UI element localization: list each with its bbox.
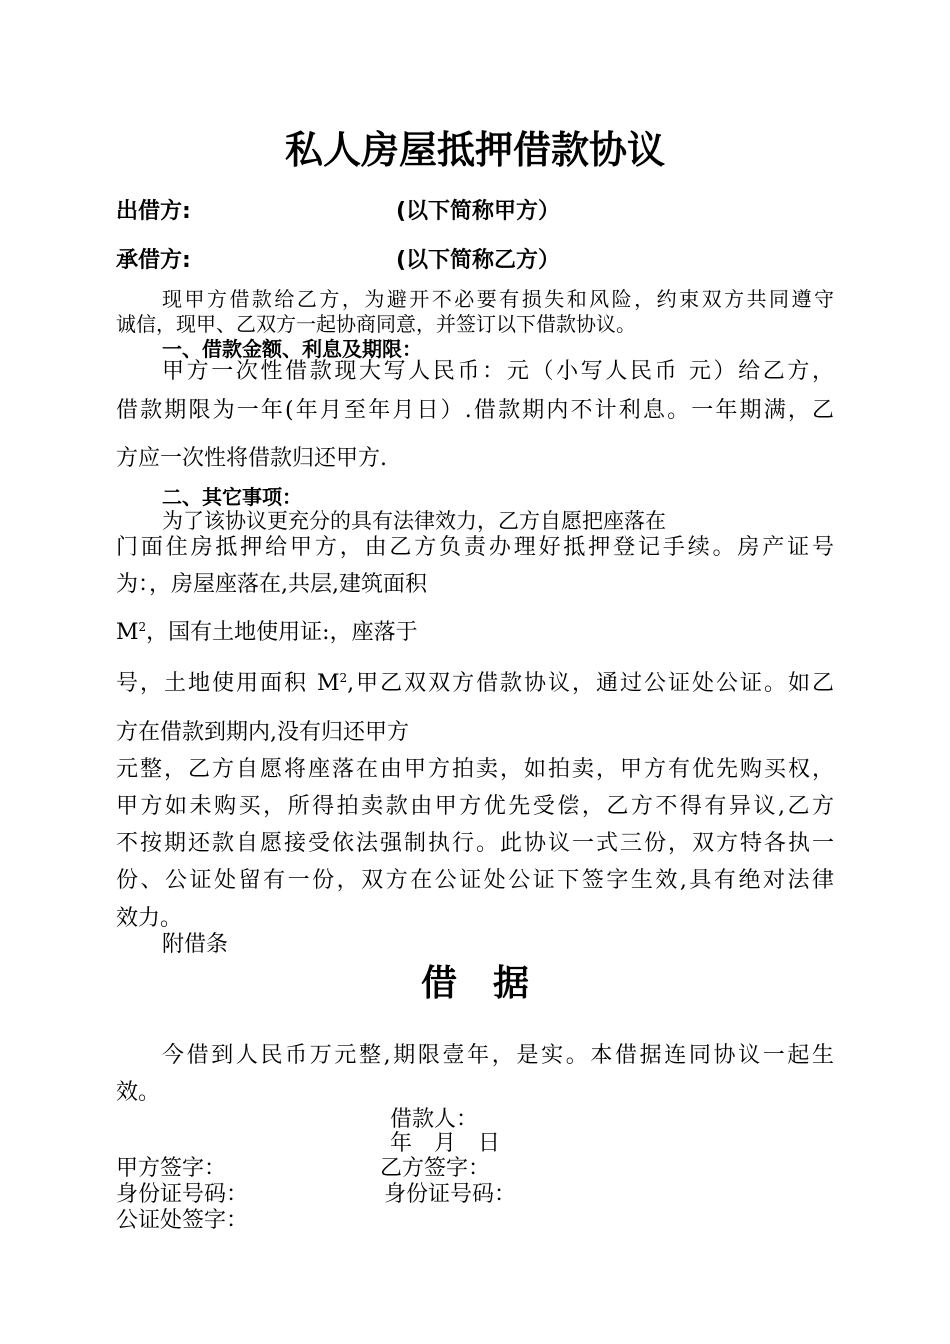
attachment-note: 附借条 [162, 932, 229, 957]
body-line: 甲方一次性借款现大写人民币：元（小写人民币 元）给乙方， [162, 359, 834, 384]
body-text: ,甲乙双双方借款协议，通过公证处公证。如乙 [347, 671, 834, 696]
document-title: 私人房屋抵押借款协议 [284, 128, 665, 172]
body-line: 方在借款到期内,没有归还甲方 [116, 720, 409, 745]
intro-line: 诚信，现甲、乙双方一起协商同意，并签订以下借款协议。 [116, 312, 636, 336]
body-line [116, 620, 418, 646]
borrower-signature-label: 借款人： [390, 1107, 479, 1132]
body-line: 方应一次性将借款归还甲方. [116, 446, 387, 471]
body-line: 甲方如未购买，所得拍卖款由甲方优先受偿，乙方不得有异议,乙方 [116, 794, 834, 819]
lender-abbreviation: (以下简称甲方） [396, 199, 561, 224]
body-line: 元整，乙方自愿将座落在由甲方拍卖，如拍卖，甲方有优先购买权， [116, 757, 834, 782]
superscript: 2 [339, 671, 348, 685]
body-text: ，国有土地使用证:，座落于 [146, 620, 418, 645]
body-line: 为：，房屋座落在,共层,建筑面积 [116, 572, 427, 597]
section-heading-loan-terms: 一、借款金额、利息及期限： [162, 337, 422, 361]
borrower-label: 承借方: [116, 248, 191, 273]
body-line: 门面住房抵押给甲方，由乙方负责办理好抵押登记手续。房产证号 [116, 535, 834, 560]
area-unit: M [116, 620, 139, 645]
party-a-signature-label: 甲方签字： [116, 1156, 227, 1181]
notary-signature-label: 公证处签字： [116, 1208, 249, 1233]
receipt-title: 借据 [420, 963, 565, 1004]
body-text: 号，土地使用面积 M [116, 671, 340, 696]
superscript: 2 [138, 620, 147, 634]
receipt-line: 今借到人民币万元整,期限壹年，是实。本借据连同协议一起生 [162, 1043, 834, 1068]
party-b-signature-label: 乙方签字： [380, 1156, 491, 1181]
body-line: 借款期限为一年(年月至年月日）.借款期内不计利息。一年期满，乙 [116, 398, 834, 423]
lender-label: 出借方: [116, 199, 191, 224]
body-line: 为了该协议更充分的具有法律效力，乙方自愿把座落在 [162, 509, 666, 533]
party-a-id-label: 身份证号码： [116, 1182, 249, 1207]
body-line: 不按期还款自愿接受依法强制执行。此协议一式三份，双方特各执一 [116, 831, 834, 856]
body-line: 效力。 [116, 906, 183, 931]
receipt-line: 效。 [116, 1080, 161, 1105]
body-line [116, 671, 834, 697]
borrower-abbreviation: (以下简称乙方） [396, 248, 561, 273]
receipt-date: 年 月 日 [390, 1131, 501, 1156]
body-line: 份、公证处留有一份，双方在公证处公证下签字生效,具有绝对法律 [116, 868, 834, 893]
party-b-id-label: 身份证号码： [384, 1182, 517, 1207]
intro-line: 现甲方借款给乙方，为避开不必要有损失和风险，约束双方共同遵守 [162, 287, 834, 311]
section-heading-other-matters: 二、其它事项： [162, 485, 302, 509]
